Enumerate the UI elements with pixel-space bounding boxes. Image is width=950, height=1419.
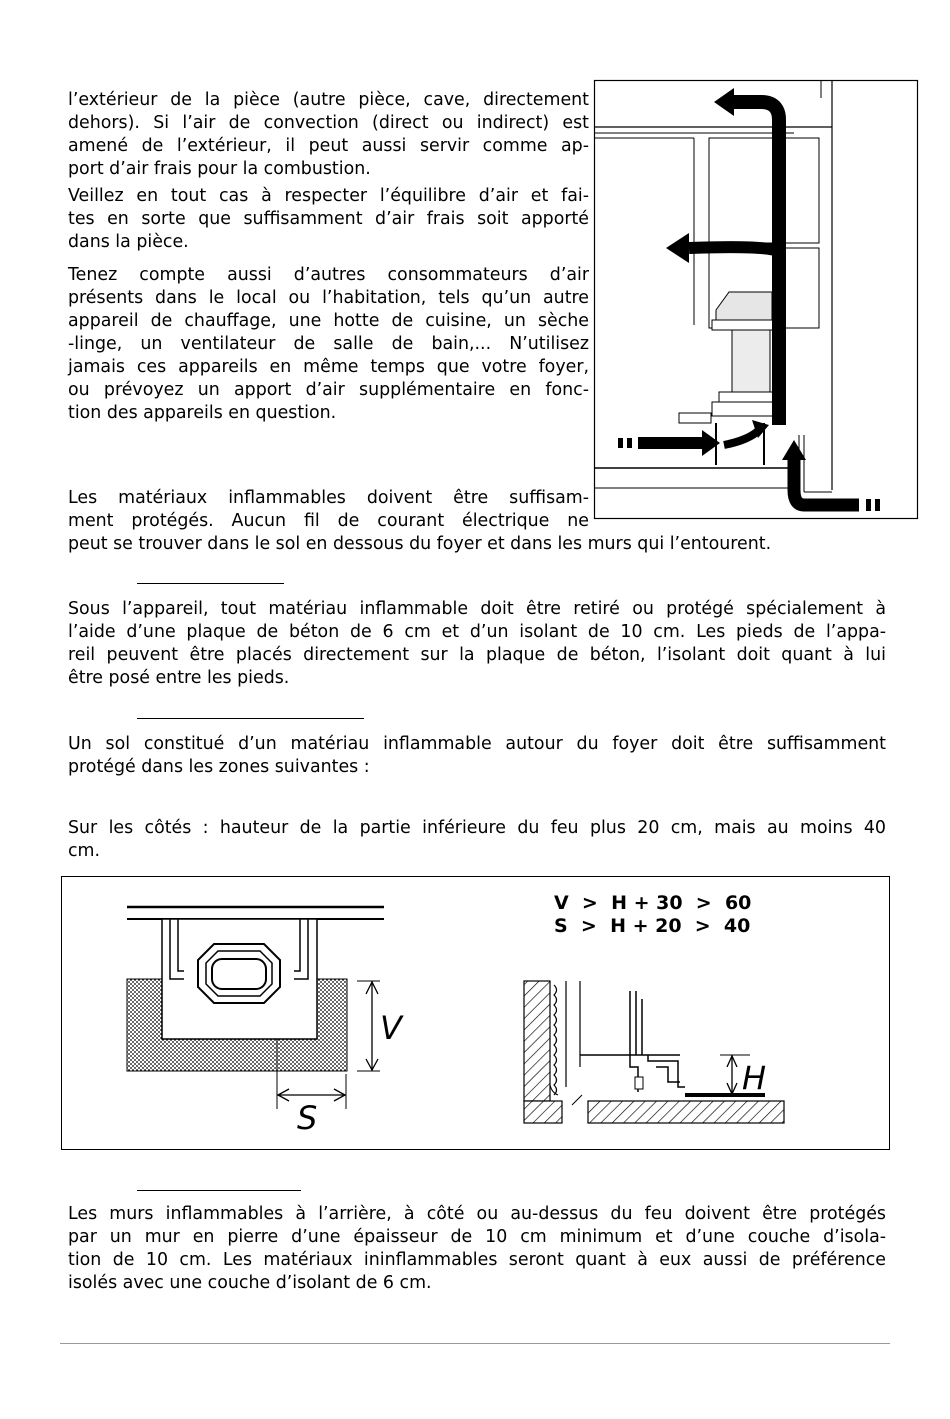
text-line: tion des appareils en question. <box>68 403 337 423</box>
text-line: tes en sorte que suffisamment d’air frais soit apporté <box>68 209 589 229</box>
section-view-diagram <box>520 977 790 1137</box>
paragraph-air-balance <box>68 185 589 254</box>
text-line: Tenez compte aussi d’autres consommateurs d’air <box>68 265 589 285</box>
label-h: H <box>742 1059 767 1097</box>
formula-front: V > H + 30 > 60 <box>554 892 752 914</box>
text-line: dans la pièce. <box>68 232 189 252</box>
text-line: par un mur en pierre d’une épaisseur de 10 cm minimum et d’une couche d’isola- <box>68 1227 886 1247</box>
text-line: tion de 10 cm. Les matériaux ininflammables seront quant à eux aussi de préférence <box>68 1250 886 1270</box>
text-line: ou prévoyez un apport d’air supplémentaire en fonc- <box>68 380 589 400</box>
text-line: cm. <box>68 841 101 861</box>
text-line: jamais ces appareils en même temps que votre foyer, <box>68 357 589 377</box>
floor-protection-figure <box>61 876 890 1150</box>
formula-side: S > H + 20 > 40 <box>554 915 751 937</box>
text-line: dehors). Si l’air de convection (direct ou indirect) est <box>68 113 589 133</box>
text-line: Sous l’appareil, tout matériau inflammable doit être retiré ou protégé spécialement à <box>68 599 886 619</box>
text-line: peut se trouver dans le sol en dessous du foyer et dans les murs qui l’entourent. <box>68 534 772 554</box>
text-line: port d’air frais pour la combustion. <box>68 159 371 179</box>
text-line: présents dans le local ou l’habitation, tels qu’un autre <box>68 288 589 308</box>
section-underline-floor <box>137 718 364 719</box>
paragraph-air-consumers <box>68 264 589 425</box>
section-underline-walls <box>137 1190 301 1191</box>
airflow-diagram <box>594 80 919 520</box>
text-line: reil peuvent être placés directement sur la plaque de béton, l’isolant doit quant à lui <box>68 645 886 665</box>
footer-divider <box>60 1343 890 1344</box>
text-line: appareil de chauffage, une hotte de cuisine, un sèche <box>68 311 589 331</box>
text-line: Les murs inflammables à l’arrière, à côté ou au-dessus du feu doivent être protégés <box>68 1204 886 1224</box>
plan-view-diagram <box>122 899 452 1137</box>
paragraph-side-zone <box>68 817 886 863</box>
paragraph-floor-protection <box>68 733 886 779</box>
text-line: Un sol constitué d’un matériau inflammable autour du foyer doit être suffisamment <box>68 734 886 754</box>
text-line: amené de l’extérieur, il peut aussi servir comme ap- <box>68 136 589 156</box>
paragraph-wall-protection <box>68 1203 886 1295</box>
text-line: être posé entre les pieds. <box>68 668 290 688</box>
paragraph-convection-air <box>68 89 589 181</box>
section-underline-under-appliance <box>137 583 284 584</box>
text-line: protégé dans les zones suivantes : <box>68 757 370 777</box>
text-line: isolés avec une couche d’isolant de 6 cm. <box>68 1273 432 1293</box>
text-line: -linge, un ventilateur de salle de bain,... N’utilisez <box>68 334 589 354</box>
text-line: Sur les côtés : hauteur de la partie inférieure du feu plus 20 cm, mais au moins 40 <box>68 818 886 838</box>
paragraph-flammable-materials <box>68 487 886 556</box>
label-s: S <box>297 1099 318 1137</box>
text-line: Les matériaux inflammables doivent être suffisam- <box>68 488 589 508</box>
paragraph-under-appliance <box>68 598 886 690</box>
text-line: ment protégés. Aucun fil de courant électrique ne <box>68 511 589 531</box>
text-line: l’extérieur de la pièce (autre pièce, cave, directement <box>68 90 589 110</box>
text-line: Veillez en tout cas à respecter l’équilibre d’air et fai- <box>68 186 589 206</box>
label-v: V <box>380 1009 402 1047</box>
text-line: l’aide d’une plaque de béton de 6 cm et d’un isolant de 10 cm. Les pieds de l’appa- <box>68 622 886 642</box>
